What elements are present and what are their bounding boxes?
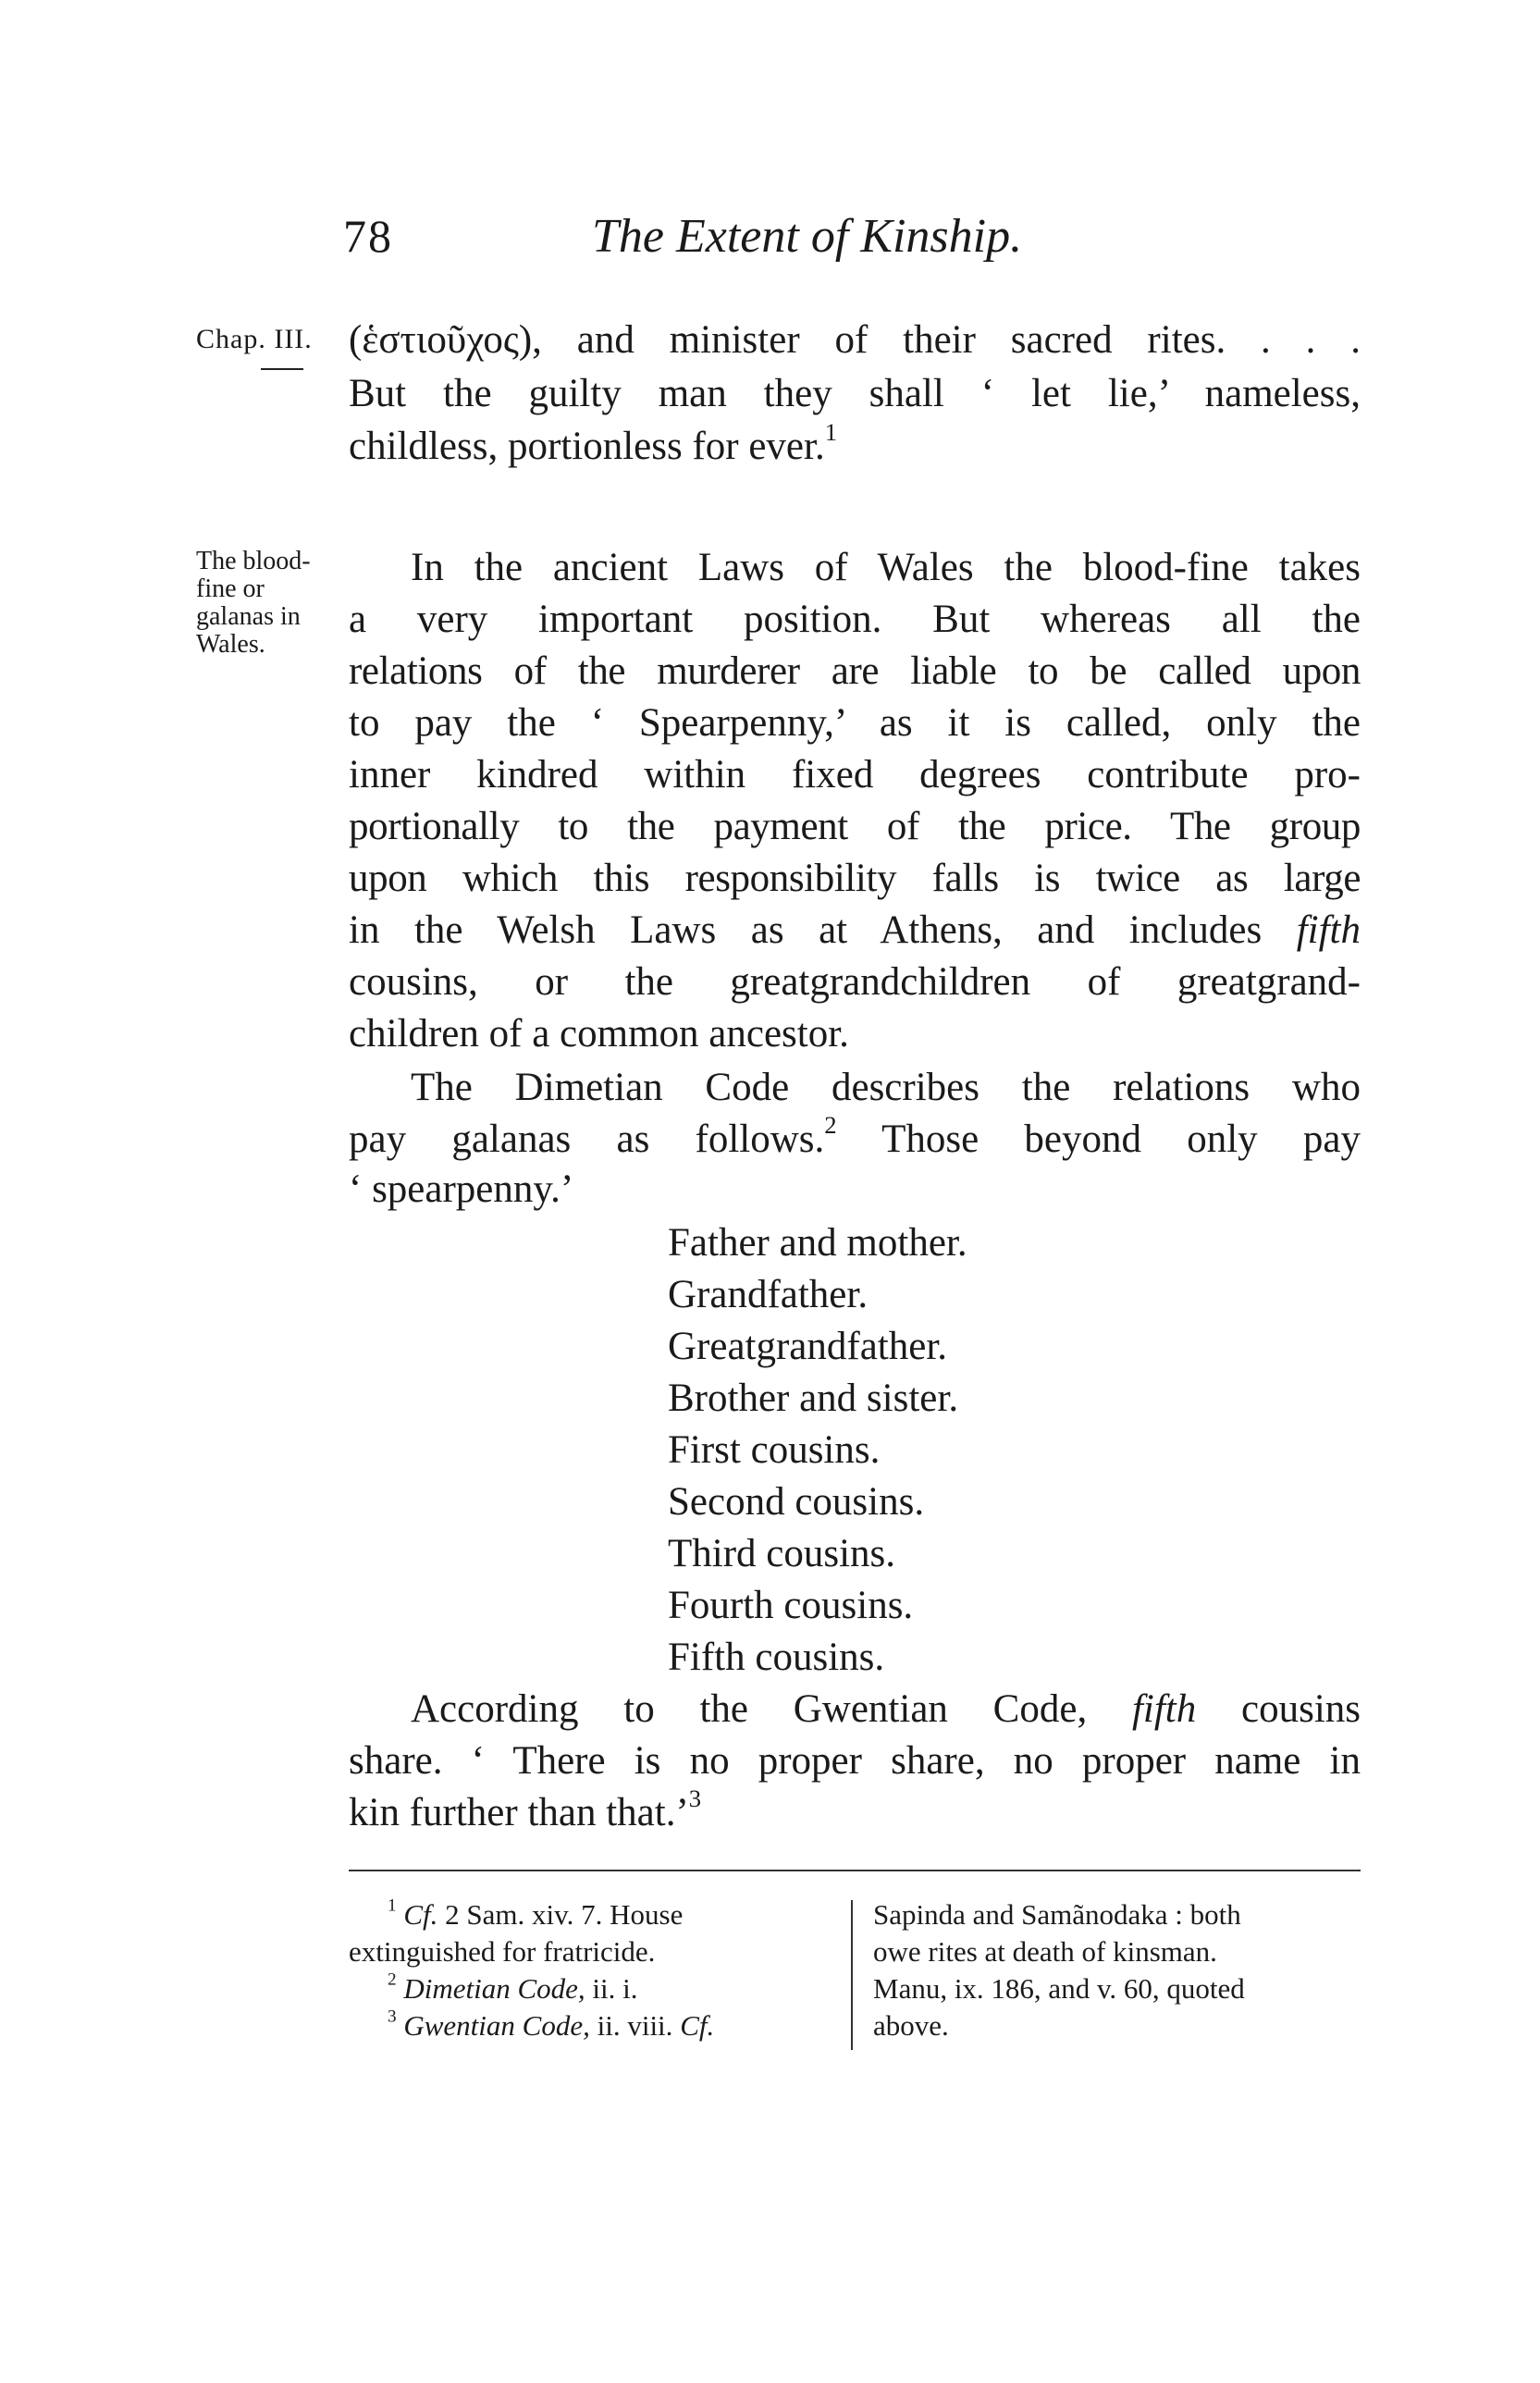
body-text: cousins xyxy=(1241,1687,1361,1731)
list-item: Fourth cousins. xyxy=(668,1584,914,1627)
list-item: Father and mother. xyxy=(668,1221,967,1265)
body-text: kin further than that.’ xyxy=(349,1791,689,1834)
body-line xyxy=(349,1784,702,1839)
body-line: The Dimetian Code describes the relations who xyxy=(411,1066,1361,1109)
footnote-line xyxy=(349,1896,832,1933)
list-item: Third cousins. xyxy=(668,1532,896,1575)
relations-list xyxy=(668,1217,967,1684)
footnote-line xyxy=(349,2007,832,2044)
body-line: a very important position. But whereas all the xyxy=(349,598,1361,641)
footnote-ref: 1 xyxy=(824,418,838,447)
footnote-line: owe rites at death of kinsman. xyxy=(873,1935,1217,1968)
footnote-text: Dimetian Code, xyxy=(403,1972,585,2005)
footnote-ref: 2 xyxy=(824,1111,837,1140)
chapter-rule xyxy=(261,368,303,370)
body-text: Those beyond only pay xyxy=(881,1117,1361,1161)
body-line xyxy=(349,1111,1361,1166)
body-line xyxy=(349,418,838,473)
footnote-text: ii. viii. xyxy=(597,2009,673,2042)
footnote-text: 2 Sam. xiv. 7. House xyxy=(445,1898,684,1931)
margin-note xyxy=(196,548,311,659)
body-text: in the Welsh Laws as at Athens, and includes xyxy=(349,908,1263,952)
page-number: 78 xyxy=(343,210,393,262)
body-line: children of a common ancestor. xyxy=(349,1012,849,1056)
list-item: Fifth cousins. xyxy=(668,1636,885,1679)
body-line: cousins, or the greatgrandchildren of greatgrand- xyxy=(349,960,1361,1004)
footnote-number: 2 xyxy=(388,1969,397,1990)
footnote-line: Manu, ix. 186, and v. 60, quoted xyxy=(873,1972,1245,2005)
footnote-number: 1 xyxy=(388,1895,397,1916)
margin-note-line: The blood- xyxy=(196,547,311,575)
footnote-text: ii. i. xyxy=(592,1972,638,2005)
footnote-line: above. xyxy=(873,2009,949,2042)
running-title: The Extent of Kinship. xyxy=(592,210,1023,263)
footnote-text: Cf. xyxy=(680,2009,715,2042)
margin-note-line: Wales. xyxy=(196,630,265,659)
body-line: inner kindred within fixed degrees contribute pro- xyxy=(349,753,1361,796)
body-line: upon which this responsibility falls is twice as large xyxy=(349,857,1361,900)
chapter-label: Chap. III. xyxy=(196,324,313,354)
greek-word: (ἑστιοῦχος), xyxy=(349,318,542,362)
body-line: In the ancient Laws of Wales the blood-fine takes xyxy=(411,546,1361,589)
body-line xyxy=(411,1684,1361,1735)
body-line: ‘ spearpenny.’ xyxy=(349,1167,574,1211)
italic-word: fifth xyxy=(1131,1687,1197,1731)
footnote-number: 3 xyxy=(388,2006,397,2027)
body-text: childless, portionless for ever. xyxy=(349,425,825,468)
body-text: According to the Gwentian Code, xyxy=(411,1687,1088,1731)
footnotes-left xyxy=(349,1896,832,2044)
list-item: First cousins. xyxy=(668,1428,881,1472)
footnote-column-rule xyxy=(851,1900,853,2050)
footnote-line: extinguished for fratricide. xyxy=(349,1935,656,1968)
body-line: But the guilty man they shall ‘ let lie,’ nameless, xyxy=(349,372,1361,415)
body-text: and minister of their sacred rites. . . . xyxy=(576,318,1361,362)
body-line: to pay the ‘ Spearpenny,’ as it is called, only the xyxy=(349,701,1361,745)
footnote-ref: 3 xyxy=(688,1784,702,1813)
footnote-line: Sapinda and Samãnodaka : both xyxy=(873,1898,1241,1931)
margin-note-line: galanas in xyxy=(196,602,301,631)
footnote-line xyxy=(349,1970,832,2007)
body-line: share. ‘ There is no proper share, no proper name in xyxy=(349,1739,1361,1783)
body-line xyxy=(349,905,1361,957)
body-line xyxy=(349,315,1361,366)
footnotes-right xyxy=(873,1896,1361,2044)
list-item: Brother and sister. xyxy=(668,1377,959,1420)
footnote-rule xyxy=(349,1870,1361,1871)
italic-word: fifth xyxy=(1296,908,1361,952)
footnote-text: Gwentian Code, xyxy=(403,2009,590,2042)
list-item: Second cousins. xyxy=(668,1480,925,1524)
footnote-text: Cf. xyxy=(403,1898,438,1931)
body-line: relations of the murderer are liable to be called upon xyxy=(349,649,1361,693)
body-line: portionally to the payment of the price. The group xyxy=(349,805,1361,848)
list-item: Grandfather. xyxy=(668,1273,869,1316)
body-text: pay galanas as follows. xyxy=(349,1117,825,1161)
list-item: Greatgrandfather. xyxy=(668,1325,948,1368)
body-text xyxy=(349,1111,837,1161)
margin-note-line: fine or xyxy=(196,574,265,603)
